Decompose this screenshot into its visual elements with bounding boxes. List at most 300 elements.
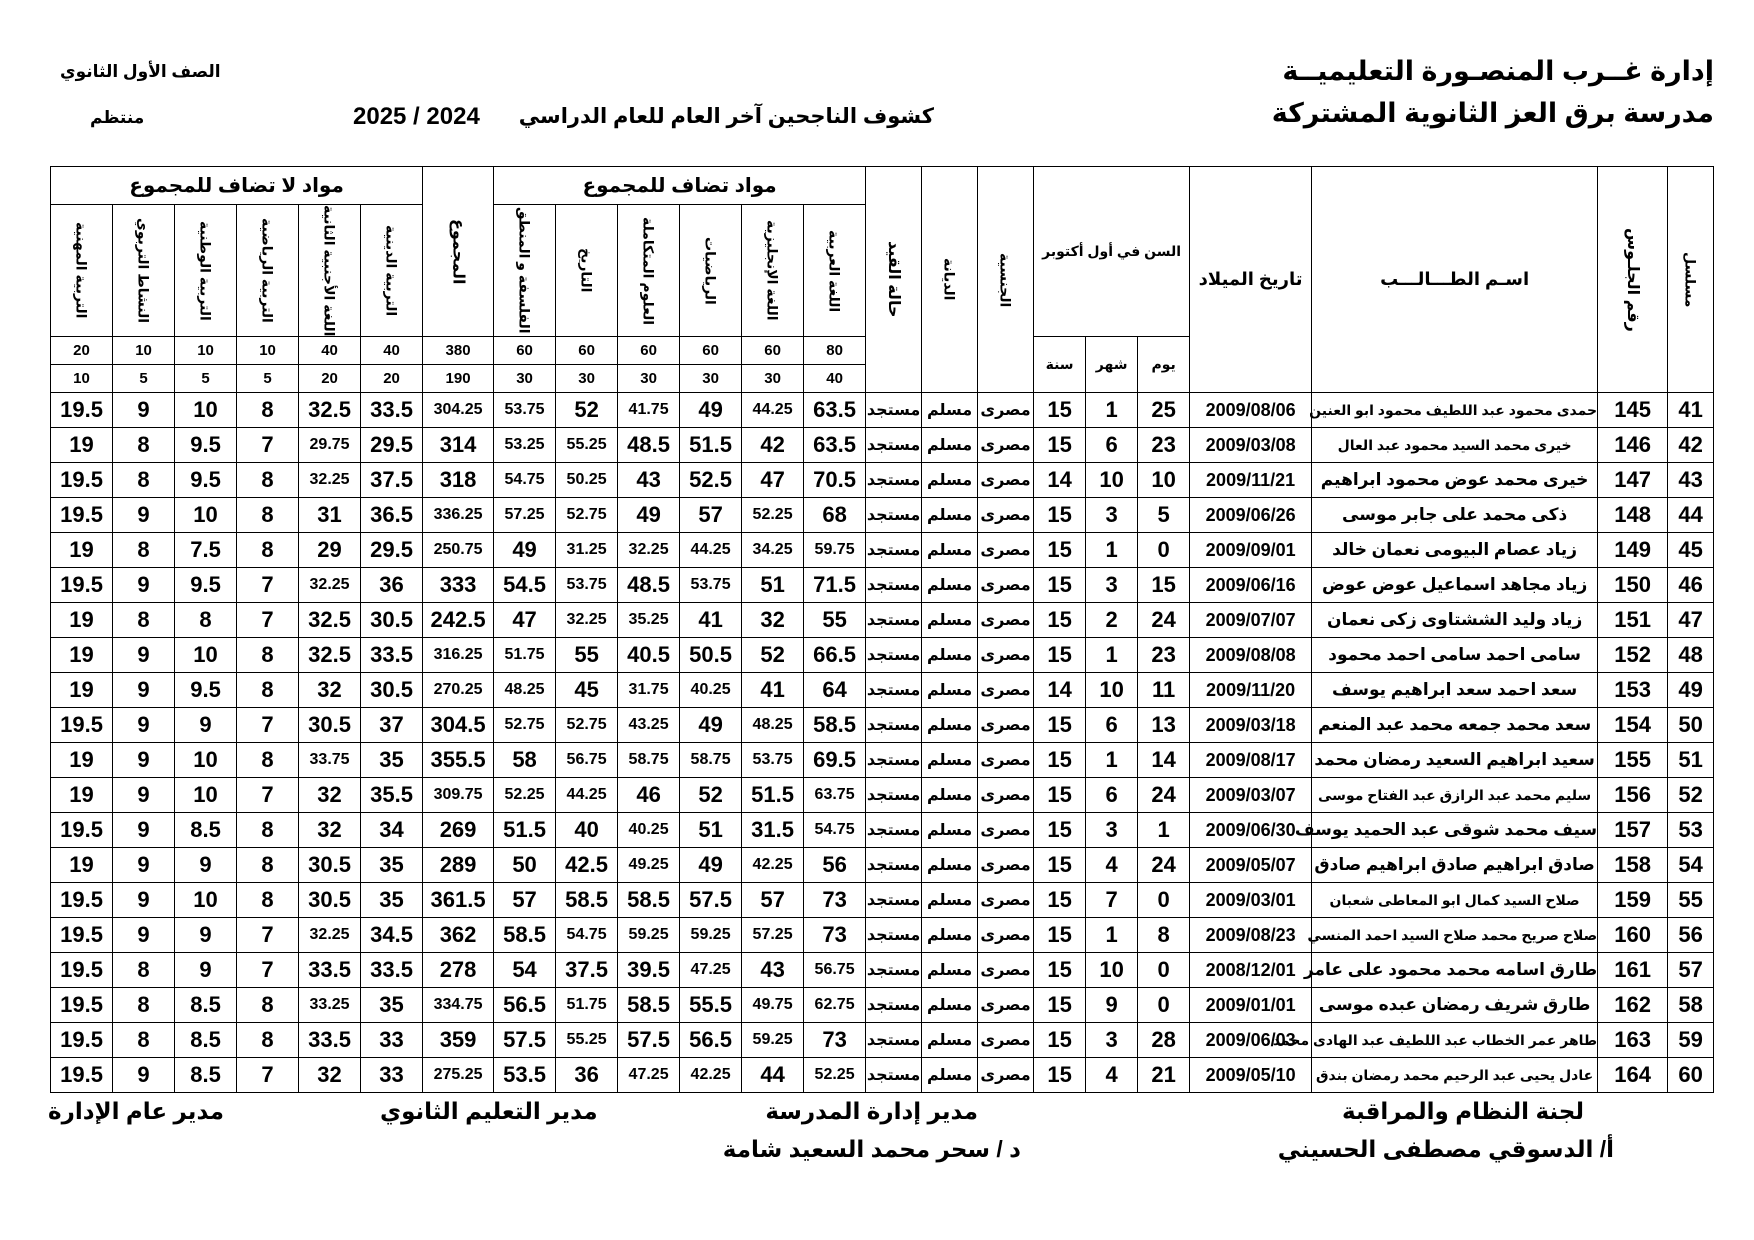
not-added-mark-cell: 9	[175, 848, 237, 883]
not-added-mark-cell: 35	[361, 988, 423, 1023]
age-year-cell: 15	[1034, 428, 1086, 463]
not-added-mark-cell: 35	[361, 883, 423, 918]
added-mark-cell: 49	[618, 498, 680, 533]
student-name-cell: طاهر عمر الخطاب عبد اللطيف عبد الهادى محمد	[1312, 1023, 1598, 1058]
added-mark-cell: 58.5	[618, 988, 680, 1023]
seat-cell: 154	[1598, 708, 1668, 743]
age-day-cell: 23	[1138, 428, 1190, 463]
status-cell: مستجد	[866, 988, 922, 1023]
not-added-mark-cell: 9	[175, 918, 237, 953]
age-month-cell: 1	[1086, 743, 1138, 778]
dob-cell: 2009/01/01	[1190, 988, 1312, 1023]
not-added-mark-cell: 19.5	[51, 918, 113, 953]
added-mark-cell: 52.75	[556, 708, 618, 743]
school-director-label: مدير إدارة المدرسة	[765, 1098, 978, 1124]
added-mark-cell: 44.25	[742, 393, 804, 428]
not-added-mark-cell: 9	[113, 498, 175, 533]
nationality-cell: مصرى	[978, 428, 1034, 463]
serial-cell: 56	[1668, 918, 1714, 953]
religion-cell: مسلم	[922, 953, 978, 988]
max-mark: 10	[113, 337, 175, 365]
added-mark-cell: 59.25	[742, 1023, 804, 1058]
nationality-cell: مصرى	[978, 953, 1034, 988]
added-mark-cell: 53.75	[742, 743, 804, 778]
serial-cell: 45	[1668, 533, 1714, 568]
committee-person: أ/ الدسوقي مصطفى الحسيني	[1277, 1136, 1614, 1162]
total-cell: 304.25	[423, 393, 494, 428]
not-added-mark-cell: 30.5	[361, 603, 423, 638]
table-row	[51, 1058, 1714, 1093]
dob-cell: 2009/08/23	[1190, 918, 1312, 953]
seat-cell: 155	[1598, 743, 1668, 778]
added-mark-cell: 55.25	[556, 428, 618, 463]
age-month-cell: 3	[1086, 498, 1138, 533]
added-mark-cell: 36	[556, 1058, 618, 1093]
age-month-header: شهر	[1086, 337, 1138, 393]
max-mark: 40	[361, 337, 423, 365]
age-year-cell: 15	[1034, 778, 1086, 813]
max-mark: 40	[299, 337, 361, 365]
added-mark-cell: 56.75	[804, 953, 866, 988]
not-added-mark-cell: 7	[237, 603, 299, 638]
religion-cell: مسلم	[922, 428, 978, 463]
added-mark-cell: 47.25	[618, 1058, 680, 1093]
committee-label: لجنة النظام والمراقبة	[1342, 1098, 1584, 1124]
added-mark-cell: 51	[742, 568, 804, 603]
not-added-subject-label: التربية الوطنية	[197, 220, 214, 321]
not-added-mark-cell: 8	[237, 533, 299, 568]
not-added-mark-cell: 19.5	[51, 988, 113, 1023]
added-mark-cell: 44.25	[680, 533, 742, 568]
not-added-mark-cell: 36.5	[361, 498, 423, 533]
age-month-cell: 7	[1086, 883, 1138, 918]
not-added-mark-cell: 32	[299, 1058, 361, 1093]
serial-cell: 54	[1668, 848, 1714, 883]
seat-cell: 152	[1598, 638, 1668, 673]
age-day-cell: 23	[1138, 638, 1190, 673]
not-added-mark-cell: 19	[51, 778, 113, 813]
not-added-mark-cell: 33	[361, 1058, 423, 1093]
added-mark-cell: 51.5	[494, 813, 556, 848]
student-name-cell: صلاح السيد كمال ابو المعاطى شعبان	[1312, 883, 1598, 918]
not-added-mark-cell: 9	[113, 848, 175, 883]
added-mark-cell: 40.5	[618, 638, 680, 673]
not-added-mark-cell: 9	[113, 568, 175, 603]
added-mark-cell: 59.25	[618, 918, 680, 953]
added-mark-cell: 53.25	[494, 428, 556, 463]
age-day-cell: 0	[1138, 533, 1190, 568]
status-cell: مستجد	[866, 638, 922, 673]
not-added-mark-cell: 32.25	[299, 918, 361, 953]
report-title: كشوف الناجحين آخر العام للعام الدراسي	[518, 105, 934, 128]
age-month-cell: 3	[1086, 568, 1138, 603]
added-mark-cell: 68	[804, 498, 866, 533]
not-added-mark-cell: 9	[113, 1058, 175, 1093]
nationality-cell: مصرى	[978, 498, 1034, 533]
seat-cell: 158	[1598, 848, 1668, 883]
added-mark-cell: 57	[680, 498, 742, 533]
seat-cell: 151	[1598, 603, 1668, 638]
not-added-mark-cell: 9	[113, 638, 175, 673]
religion-cell: مسلم	[922, 393, 978, 428]
student-name-cell: زياد عصام البيومى نعمان خالد	[1312, 533, 1598, 568]
status-cell: مستجد	[866, 743, 922, 778]
added-mark-cell: 59.25	[680, 918, 742, 953]
added-mark-cell: 35.25	[618, 603, 680, 638]
not-added-mark-cell: 19.5	[51, 463, 113, 498]
seat-cell: 156	[1598, 778, 1668, 813]
age-day-cell: 5	[1138, 498, 1190, 533]
not-added-mark-cell: 9	[113, 918, 175, 953]
table-row	[51, 533, 1714, 568]
not-added-mark-cell: 33.5	[299, 953, 361, 988]
min-mark: 40	[804, 365, 866, 393]
added-mark-cell: 55	[804, 603, 866, 638]
added-mark-cell: 73	[804, 1023, 866, 1058]
added-mark-cell: 56.5	[494, 988, 556, 1023]
added-mark-cell: 47	[494, 603, 556, 638]
not-added-mark-cell: 29.75	[299, 428, 361, 463]
not-added-mark-cell: 19.5	[51, 498, 113, 533]
not-added-mark-cell: 19.5	[51, 568, 113, 603]
added-mark-cell: 32	[742, 603, 804, 638]
age-year-cell: 14	[1034, 463, 1086, 498]
added-mark-cell: 66.5	[804, 638, 866, 673]
added-mark-cell: 53.5	[494, 1058, 556, 1093]
added-mark-cell: 48.5	[618, 428, 680, 463]
table-row	[51, 673, 1714, 708]
table-row	[51, 428, 1714, 463]
added-mark-cell: 57.5	[618, 1023, 680, 1058]
religion-cell: مسلم	[922, 848, 978, 883]
not-added-mark-cell: 10	[175, 743, 237, 778]
student-name-cell: سعد محمد جمعه محمد عبد المنعم	[1312, 708, 1598, 743]
serial-cell: 55	[1668, 883, 1714, 918]
dob-cell: 2009/09/01	[1190, 533, 1312, 568]
added-mark-cell: 57	[494, 883, 556, 918]
not-added-mark-cell: 19	[51, 848, 113, 883]
age-year-cell: 15	[1034, 988, 1086, 1023]
student-name-cell: زياد مجاهد اسماعيل عوض عوض	[1312, 568, 1598, 603]
not-added-mark-cell: 32.5	[299, 638, 361, 673]
seat-cell: 149	[1598, 533, 1668, 568]
added-mark-cell: 49	[680, 848, 742, 883]
seat-cell: 164	[1598, 1058, 1668, 1093]
grade-label: الصف الأول الثانوي	[60, 62, 221, 81]
added-subjects-group: مواد تضاف للمجموع	[494, 167, 866, 205]
not-added-mark-cell: 7	[237, 1058, 299, 1093]
added-mark-cell: 57.25	[742, 918, 804, 953]
not-added-mark-cell: 7	[237, 708, 299, 743]
added-mark-cell: 51	[680, 813, 742, 848]
religion-cell: مسلم	[922, 778, 978, 813]
min-mark: 10	[51, 365, 113, 393]
total-cell: 309.75	[423, 778, 494, 813]
added-mark-cell: 45	[556, 673, 618, 708]
age-month-cell: 4	[1086, 848, 1138, 883]
status-cell: مستجد	[866, 463, 922, 498]
not-added-mark-cell: 8	[237, 813, 299, 848]
not-added-mark-cell: 19.5	[51, 883, 113, 918]
added-mark-cell: 58.5	[556, 883, 618, 918]
col-dob: تاريخ الميلاد	[1190, 167, 1312, 393]
not-added-subjects-group: مواد لا تضاف للمجموع	[51, 167, 423, 205]
min-mark: 5	[237, 365, 299, 393]
age-year-cell: 15	[1034, 848, 1086, 883]
not-added-mark-cell: 8.5	[175, 988, 237, 1023]
age-month-cell: 6	[1086, 778, 1138, 813]
age-year-cell: 15	[1034, 638, 1086, 673]
not-added-mark-cell: 9	[113, 883, 175, 918]
max-mark: 60	[556, 337, 618, 365]
nationality-cell: مصرى	[978, 778, 1034, 813]
max-mark: 60	[494, 337, 556, 365]
table-row	[51, 988, 1714, 1023]
min-mark: 30	[556, 365, 618, 393]
added-mark-cell: 49	[680, 708, 742, 743]
status-cell: مستجد	[866, 568, 922, 603]
added-mark-cell: 59.75	[804, 533, 866, 568]
not-added-subject-label: التربية الدينية	[383, 225, 400, 317]
not-added-mark-cell: 33.75	[299, 743, 361, 778]
total-cell: 355.5	[423, 743, 494, 778]
not-added-mark-cell: 32.5	[299, 603, 361, 638]
age-day-cell: 24	[1138, 848, 1190, 883]
added-subject-header	[680, 205, 742, 337]
not-added-subject-header	[51, 205, 113, 337]
added-mark-cell: 56.75	[556, 743, 618, 778]
seat-cell: 153	[1598, 673, 1668, 708]
not-added-mark-cell: 19.5	[51, 1058, 113, 1093]
not-added-mark-cell: 35	[361, 848, 423, 883]
min-mark: 20	[299, 365, 361, 393]
not-added-mark-cell: 32	[299, 813, 361, 848]
not-added-subject-header	[237, 205, 299, 337]
religion-cell: مسلم	[922, 813, 978, 848]
age-month-cell: 10	[1086, 463, 1138, 498]
added-mark-cell: 54.75	[494, 463, 556, 498]
not-added-mark-cell: 8	[113, 1023, 175, 1058]
added-mark-cell: 43.25	[618, 708, 680, 743]
added-mark-cell: 48.5	[618, 568, 680, 603]
col-nationality: الجنسية	[978, 167, 1034, 393]
not-added-mark-cell: 10	[175, 883, 237, 918]
added-mark-cell: 70.5	[804, 463, 866, 498]
religion-cell: مسلم	[922, 498, 978, 533]
added-mark-cell: 54.5	[494, 568, 556, 603]
max-mark: 60	[618, 337, 680, 365]
not-added-mark-cell: 30.5	[299, 848, 361, 883]
enrollment-type: منتظم	[90, 108, 145, 127]
added-mark-cell: 57.5	[494, 1023, 556, 1058]
seat-cell: 160	[1598, 918, 1668, 953]
not-added-mark-cell: 8	[237, 743, 299, 778]
student-name-cell: زياد وليد الششتاوى زكى نعمان	[1312, 603, 1598, 638]
added-mark-cell: 42.25	[742, 848, 804, 883]
age-year-cell: 15	[1034, 743, 1086, 778]
serial-cell: 50	[1668, 708, 1714, 743]
added-mark-cell: 53.75	[494, 393, 556, 428]
religion-cell: مسلم	[922, 673, 978, 708]
status-cell: مستجد	[866, 603, 922, 638]
results-table	[50, 166, 1714, 1093]
added-mark-cell: 52	[556, 393, 618, 428]
age-month-cell: 6	[1086, 428, 1138, 463]
added-mark-cell: 43	[618, 463, 680, 498]
status-cell: مستجد	[866, 953, 922, 988]
not-added-mark-cell: 30.5	[299, 883, 361, 918]
not-added-mark-cell: 7	[237, 778, 299, 813]
added-mark-cell: 58.75	[680, 743, 742, 778]
nationality-cell: مصرى	[978, 883, 1034, 918]
age-month-cell: 4	[1086, 1058, 1138, 1093]
added-mark-cell: 42.25	[680, 1058, 742, 1093]
serial-cell: 58	[1668, 988, 1714, 1023]
age-month-cell: 6	[1086, 708, 1138, 743]
not-added-mark-cell: 31	[299, 498, 361, 533]
age-year-cell: 15	[1034, 498, 1086, 533]
serial-cell: 52	[1668, 778, 1714, 813]
student-name-cell: صادق ابراهيم صادق ابراهيم صادق	[1312, 848, 1598, 883]
added-mark-cell: 63.5	[804, 393, 866, 428]
col-seat: رقم الجلـوس	[1598, 167, 1668, 393]
added-subject-header	[804, 205, 866, 337]
added-mark-cell: 53.75	[556, 568, 618, 603]
status-cell: مستجد	[866, 498, 922, 533]
age-day-cell: 8	[1138, 918, 1190, 953]
not-added-mark-cell: 9.5	[175, 428, 237, 463]
added-mark-cell: 55.25	[556, 1023, 618, 1058]
age-day-cell: 15	[1138, 568, 1190, 603]
added-mark-cell: 41	[742, 673, 804, 708]
nationality-cell: مصرى	[978, 848, 1034, 883]
total-cell: 334.75	[423, 988, 494, 1023]
age-year-cell: 15	[1034, 603, 1086, 638]
nationality-cell: مصرى	[978, 673, 1034, 708]
min-mark: 30	[680, 365, 742, 393]
table-row	[51, 848, 1714, 883]
age-day-cell: 24	[1138, 603, 1190, 638]
added-mark-cell: 58.5	[804, 708, 866, 743]
student-name-cell: صلاح صريح محمد صلاح السيد احمد المنسي	[1312, 918, 1598, 953]
not-added-mark-cell: 9	[113, 778, 175, 813]
col-age-group: السن في أول أكتوبر	[1034, 167, 1190, 337]
added-mark-cell: 50.25	[556, 463, 618, 498]
religion-cell: مسلم	[922, 568, 978, 603]
not-added-mark-cell: 7	[237, 918, 299, 953]
added-mark-cell: 31.75	[618, 673, 680, 708]
not-added-mark-cell: 10	[175, 393, 237, 428]
student-name-cell: سيف محمد شوقى عبد الحميد يوسف	[1312, 813, 1598, 848]
general-director-label: مدير عام الإدارة	[48, 1098, 224, 1124]
age-year-cell: 15	[1034, 1058, 1086, 1093]
added-mark-cell: 54.75	[804, 813, 866, 848]
total-cell: 269	[423, 813, 494, 848]
religion-cell: مسلم	[922, 743, 978, 778]
col-name: اسـم الطـــالـــب	[1312, 167, 1598, 393]
school-director-person: د / سحر محمد السعيد شامة	[722, 1136, 1021, 1162]
not-added-mark-cell: 8	[113, 428, 175, 463]
col-serial: مسلسل	[1668, 167, 1714, 393]
not-added-mark-cell: 8	[237, 848, 299, 883]
not-added-mark-cell: 7.5	[175, 533, 237, 568]
total-cell: 278	[423, 953, 494, 988]
age-month-cell: 3	[1086, 813, 1138, 848]
added-mark-cell: 52.25	[494, 778, 556, 813]
not-added-mark-cell: 19.5	[51, 953, 113, 988]
nationality-cell: مصرى	[978, 813, 1034, 848]
religion-cell: مسلم	[922, 463, 978, 498]
table-row	[51, 1023, 1714, 1058]
not-added-mark-cell: 19	[51, 638, 113, 673]
seat-cell: 161	[1598, 953, 1668, 988]
table-row	[51, 603, 1714, 638]
dob-cell: 2009/03/08	[1190, 428, 1312, 463]
age-year-cell: 15	[1034, 883, 1086, 918]
secondary-director-label: مدير التعليم الثانوي	[380, 1098, 598, 1124]
total-cell: 318	[423, 463, 494, 498]
dob-cell: 2009/08/06	[1190, 393, 1312, 428]
added-mark-cell: 46	[618, 778, 680, 813]
directorate-title: إدارة غــرب المنصـورة التعليميــة	[1282, 56, 1714, 86]
added-mark-cell: 32.25	[618, 533, 680, 568]
added-mark-cell: 44.25	[556, 778, 618, 813]
not-added-mark-cell: 8	[237, 673, 299, 708]
not-added-mark-cell: 36	[361, 568, 423, 603]
age-month-cell: 1	[1086, 638, 1138, 673]
not-added-mark-cell: 19.5	[51, 813, 113, 848]
age-year-cell: 15	[1034, 953, 1086, 988]
not-added-mark-cell: 8	[237, 498, 299, 533]
status-cell: مستجد	[866, 813, 922, 848]
serial-cell: 49	[1668, 673, 1714, 708]
added-mark-cell: 48.25	[742, 708, 804, 743]
age-month-cell: 1	[1086, 533, 1138, 568]
added-mark-cell: 64	[804, 673, 866, 708]
age-year-cell: 15	[1034, 813, 1086, 848]
not-added-mark-cell: 33	[361, 1023, 423, 1058]
total-cell: 275.25	[423, 1058, 494, 1093]
not-added-mark-cell: 19.5	[51, 1023, 113, 1058]
added-subject-label: العلوم المتكاملة	[640, 216, 657, 325]
not-added-mark-cell: 9	[175, 708, 237, 743]
min-mark: 30	[494, 365, 556, 393]
nationality-cell: مصرى	[978, 743, 1034, 778]
added-mark-cell: 37.5	[556, 953, 618, 988]
added-mark-cell: 51.5	[680, 428, 742, 463]
added-mark-cell: 58.5	[494, 918, 556, 953]
not-added-subject-label: النشاط التربوي	[135, 218, 152, 324]
max-mark: 60	[742, 337, 804, 365]
added-mark-cell: 52.75	[556, 498, 618, 533]
not-added-subject-header	[113, 205, 175, 337]
seat-cell: 163	[1598, 1023, 1668, 1058]
religion-cell: مسلم	[922, 638, 978, 673]
table-row	[51, 918, 1714, 953]
not-added-mark-cell: 8	[113, 603, 175, 638]
total-cell: 270.25	[423, 673, 494, 708]
not-added-mark-cell: 34	[361, 813, 423, 848]
col-status: حالة القيد	[866, 167, 922, 393]
age-day-cell: 0	[1138, 988, 1190, 1023]
not-added-mark-cell: 19.5	[51, 393, 113, 428]
not-added-subject-label: التربية الرياضية	[259, 218, 276, 324]
added-mark-cell: 34.25	[742, 533, 804, 568]
dob-cell: 2008/12/01	[1190, 953, 1312, 988]
age-year-cell: 15	[1034, 393, 1086, 428]
total-cell: 359	[423, 1023, 494, 1058]
added-mark-cell: 43	[742, 953, 804, 988]
